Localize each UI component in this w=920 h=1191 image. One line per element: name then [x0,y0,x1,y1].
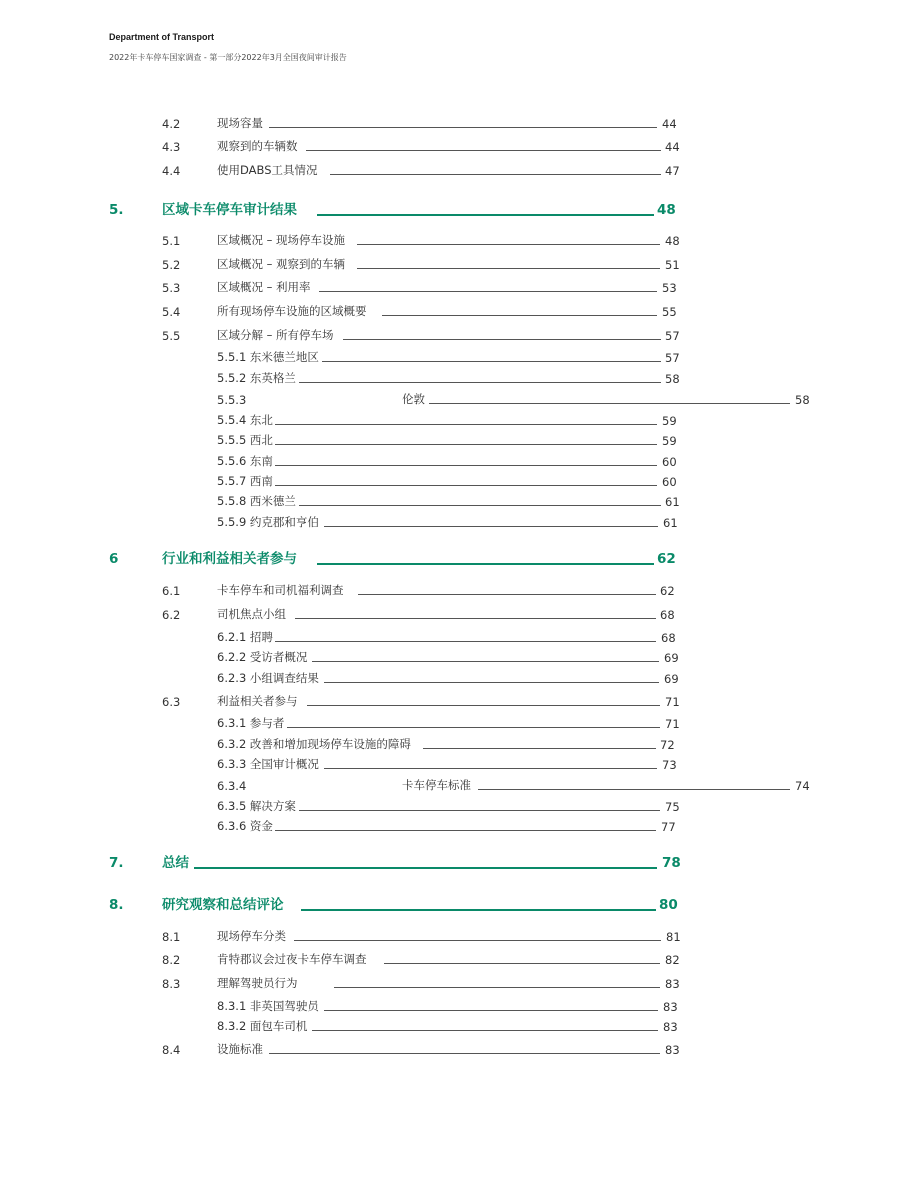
toc-number: 8.3 [162,977,181,991]
toc-leader [357,244,660,245]
toc-page: 68 [661,631,676,645]
toc-entry-8-3-2[interactable] [0,1015,920,1035]
toc-leader [382,315,657,316]
toc-number: 8.2 [162,953,181,967]
toc-title: 利益相关者参与 [217,694,298,708]
toc-page: 77 [661,820,676,834]
toc-leader [343,339,661,340]
toc-leader [301,909,656,911]
toc-title: 区域卡车停车审计结果 [162,202,297,218]
toc-title: 区域分解 – 所有停车场 [217,328,334,342]
toc-entry-5-5-2[interactable] [0,367,920,387]
toc-title: 卡车停车标准 [402,778,471,792]
toc-page: 55 [662,305,677,319]
toc-title: 现场容量 [217,116,263,130]
toc-page: 60 [662,475,677,489]
toc-leader [275,485,657,486]
toc-title: 设施标准 [217,1042,263,1056]
toc-title: 研究观察和总结评论 [162,897,284,913]
toc-entry-4-4[interactable] [0,159,920,179]
toc-page: 61 [663,516,678,530]
toc-entry-4-2[interactable] [0,112,920,132]
toc-page: 75 [665,800,680,814]
toc-page: 83 [663,1000,678,1014]
toc-entry-6-3-6[interactable] [0,815,920,835]
toc-number: 7. [109,855,124,871]
toc-page: 44 [665,140,680,154]
toc-leader [317,214,654,216]
toc-entry-6-3-3[interactable] [0,753,920,773]
toc-title: 伦敦 [402,392,425,406]
toc-leader [275,830,656,831]
toc-page: 59 [662,414,677,428]
toc-leader [334,987,660,988]
toc-number: 6.2 [162,608,181,622]
toc-page: 51 [665,258,680,272]
toc-entry-5-5[interactable] [0,324,920,344]
toc-leader [324,526,658,527]
toc-page: 57 [665,351,680,365]
toc-page: 68 [660,608,675,622]
toc-entry-5-4[interactable] [0,300,920,320]
toc-title: 5.5.4 东北 [217,413,273,427]
toc-page: 71 [665,695,680,709]
toc-number: 5.2 [162,258,181,272]
toc-title: 6.3.2 改善和增加现场停车设施的障碍 [217,737,411,751]
toc-entry-6-2-2[interactable] [0,646,920,666]
toc-entry-5-3[interactable] [0,276,920,296]
toc-entry-5-5-1[interactable] [0,346,920,366]
toc-title: 卡车停车和司机福利调查 [217,583,344,597]
toc-title: 5.5.2 东英格兰 [217,371,296,385]
toc-title: 5.5.8 西米德兰 [217,494,296,508]
toc-title: 6.3.3 全国审计概况 [217,757,319,771]
toc-leader [384,963,660,964]
toc-page: 58 [795,393,810,407]
toc-entry-6-3[interactable] [0,690,920,710]
toc-title: 观察到的车辆数 [217,139,298,153]
toc-leader [324,682,659,683]
toc-leader [299,505,661,506]
toc-title: 司机焦点小组 [217,607,286,621]
toc-entry-6-3-5[interactable] [0,795,920,815]
toc-title: 区域概况 – 现场停车设施 [217,233,346,247]
toc-entry-5-5-6[interactable] [0,450,920,470]
toc-title: 使用DABS工具情况 [217,163,318,177]
toc-number: 8. [109,897,124,913]
toc-entry-6-3-2[interactable] [0,733,920,753]
toc-entry-5-5-8[interactable] [0,490,920,510]
toc-page: 73 [662,758,677,772]
toc-number: 5.3 [162,281,181,295]
toc-number: 6 [109,551,119,567]
toc-title: 5.5.1 东米德兰地区 [217,350,319,364]
toc-title: 5.5.5 西北 [217,433,273,447]
toc-title: 肯特郡议会过夜卡车停车调查 [217,952,367,966]
toc-leader [299,382,661,383]
toc-title: 5.5.7 西南 [217,474,273,488]
toc-page: 57 [665,329,680,343]
toc-leader [324,1010,658,1011]
toc-page: 47 [665,164,680,178]
toc-page: 61 [665,495,680,509]
toc-page: 74 [795,779,810,793]
toc-entry-5-5-5[interactable] [0,429,920,449]
toc-page: 71 [665,717,680,731]
toc-entry-8-2[interactable] [0,948,920,968]
toc-number: 5.1 [162,234,181,248]
toc-entry-6-3-1[interactable] [0,712,920,732]
toc-section-5[interactable] [0,199,920,219]
toc-section-8[interactable] [0,894,920,914]
toc-leader [324,768,657,769]
toc-leader [317,563,654,565]
toc-leader [423,748,656,749]
toc-page: 78 [662,855,681,871]
toc-number: 4.2 [162,117,181,131]
toc-leader [307,705,660,706]
toc-page: 48 [657,202,676,218]
toc-title: 5.5.6 东南 [217,454,273,468]
toc-entry-6-2-1[interactable] [0,626,920,646]
toc-leader [275,465,657,466]
toc-entry-5-5-4[interactable] [0,409,920,429]
toc-page: 82 [665,953,680,967]
toc-page: 81 [666,930,681,944]
toc-page: 83 [663,1020,678,1034]
toc-leader [194,867,657,869]
toc-page: 53 [662,281,677,295]
toc-page: 80 [659,897,678,913]
toc-number: 5.5 [162,329,181,343]
toc-number: 5.5.3 [217,393,247,407]
toc-leader [478,789,790,790]
toc-page: 69 [664,651,679,665]
toc-entry-4-3[interactable] [0,135,920,155]
toc-entry-8-3-1[interactable] [0,995,920,1015]
toc-section-6[interactable] [0,548,920,568]
toc-entry-8-3[interactable] [0,972,920,992]
toc-section-7[interactable] [0,852,920,872]
toc-page: 83 [665,977,680,991]
toc-page: 72 [660,738,675,752]
toc-number: 6.3 [162,695,181,709]
toc-entry-6-3-4[interactable] [0,774,920,794]
toc-title: 6.2.1 招聘 [217,630,273,644]
toc-title: 总结 [162,855,189,871]
toc-leader [275,444,657,445]
toc-title: 理解驾驶员行为 [217,976,298,990]
toc-title: 区域概况 – 观察到的车辆 [217,257,346,271]
toc-page: 59 [662,434,677,448]
toc-page: 44 [662,117,677,131]
toc-leader [275,424,657,425]
toc-entry-5-5-7[interactable] [0,470,920,490]
toc-title: 行业和利益相关者参与 [162,551,297,567]
toc-title: 6.3.5 解决方案 [217,799,296,813]
toc-leader [295,618,656,619]
toc-leader [312,1030,658,1031]
toc-page: 62 [657,551,676,567]
toc-entry-5-5-9[interactable] [0,511,920,531]
header-subtitle: 2022年卡车停车国家调查 - 第一部分2022年3月全国夜间审计报告 [109,53,347,62]
toc-page: 69 [664,672,679,686]
toc-page: 62 [660,584,675,598]
toc-leader [319,291,657,292]
toc-number: 4.4 [162,164,181,178]
toc-leader [429,403,790,404]
toc-entry-6-2[interactable] [0,603,920,623]
toc-leader [312,661,659,662]
toc-leader [275,641,656,642]
toc-number: 4.3 [162,140,181,154]
toc-title: 6.3.1 参与者 [217,716,285,730]
toc-entry-5-2[interactable] [0,253,920,273]
toc-title: 6.3.6 资金 [217,819,273,833]
header-organization: Department of Transport [109,32,215,42]
toc-leader [299,810,660,811]
toc-number: 8.1 [162,930,181,944]
toc-number: 6.1 [162,584,181,598]
toc-page: 83 [665,1043,680,1057]
toc-entry-5-5-3[interactable] [0,388,920,408]
toc-entry-8-4[interactable] [0,1038,920,1058]
toc-entry-8-1[interactable] [0,925,920,945]
toc-entry-6-2-3[interactable] [0,667,920,687]
toc-leader [294,940,661,941]
toc-leader [287,727,660,728]
toc-title: 所有现场停车设施的区域概要 [217,304,367,318]
toc-title: 现场停车分类 [217,929,286,943]
toc-title: 8.3.2 面包车司机 [217,1019,308,1033]
toc-leader [269,127,657,128]
toc-title: 8.3.1 非英国驾驶员 [217,999,319,1013]
toc-title: 5.5.9 约克郡和亨伯 [217,515,319,529]
toc-leader [322,361,661,362]
toc-entry-6-1[interactable] [0,579,920,599]
toc-number: 5. [109,202,124,218]
toc-entry-5-1[interactable] [0,229,920,249]
toc-page: 48 [665,234,680,248]
toc-page: 58 [665,372,680,386]
toc-title: 区域概况 – 利用率 [217,280,311,294]
toc-leader [330,174,661,175]
toc-number: 6.3.4 [217,779,247,793]
toc-number: 8.4 [162,1043,181,1057]
toc-leader [269,1053,660,1054]
toc-leader [306,150,661,151]
toc-leader [358,594,656,595]
toc-number: 5.4 [162,305,181,319]
toc-title: 6.2.2 受访者概况 [217,650,308,664]
toc-title: 6.2.3 小组调查结果 [217,671,319,685]
toc-page: 60 [662,455,677,469]
toc-leader [357,268,660,269]
